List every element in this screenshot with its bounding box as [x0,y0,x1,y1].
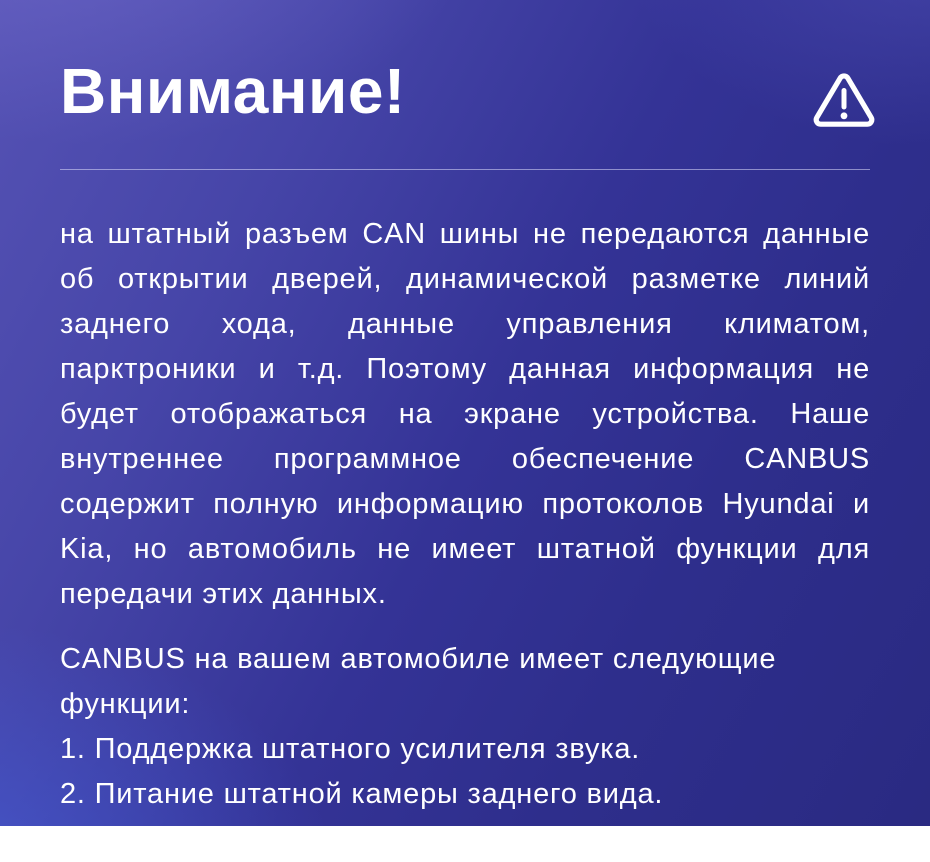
list-item: 1. Поддержка штатного усилителя звука. [60,733,641,765]
divider [60,169,870,170]
functions-intro: CANBUS на вашем автомобиле имеет следующие функции: [60,643,777,720]
warning-triangle-icon [812,70,876,133]
functions-list [60,727,870,862]
main-paragraph: на штатный разъем CAN шины не передаются данные об открытии дверей, динамической разметке линий заднего хода, данные управления климатом, парктроники и т.д. Поэтому данная информация не будет отображаться на экране устройства. Наше внутреннее программное обеспечение CANBUS содержит полную информацию протоколов Hyundai и Kia, но автомобиль не имеет штатной функции для передачи этих данных. [60,218,870,610]
header [60,0,870,133]
page-title: Внимание! [60,55,406,127]
list-item: 3. Поддержка штатных клавиш на рулевом колесе. [60,823,785,855]
list-item: 2. Питание штатной камеры заднего вида. [60,778,664,810]
